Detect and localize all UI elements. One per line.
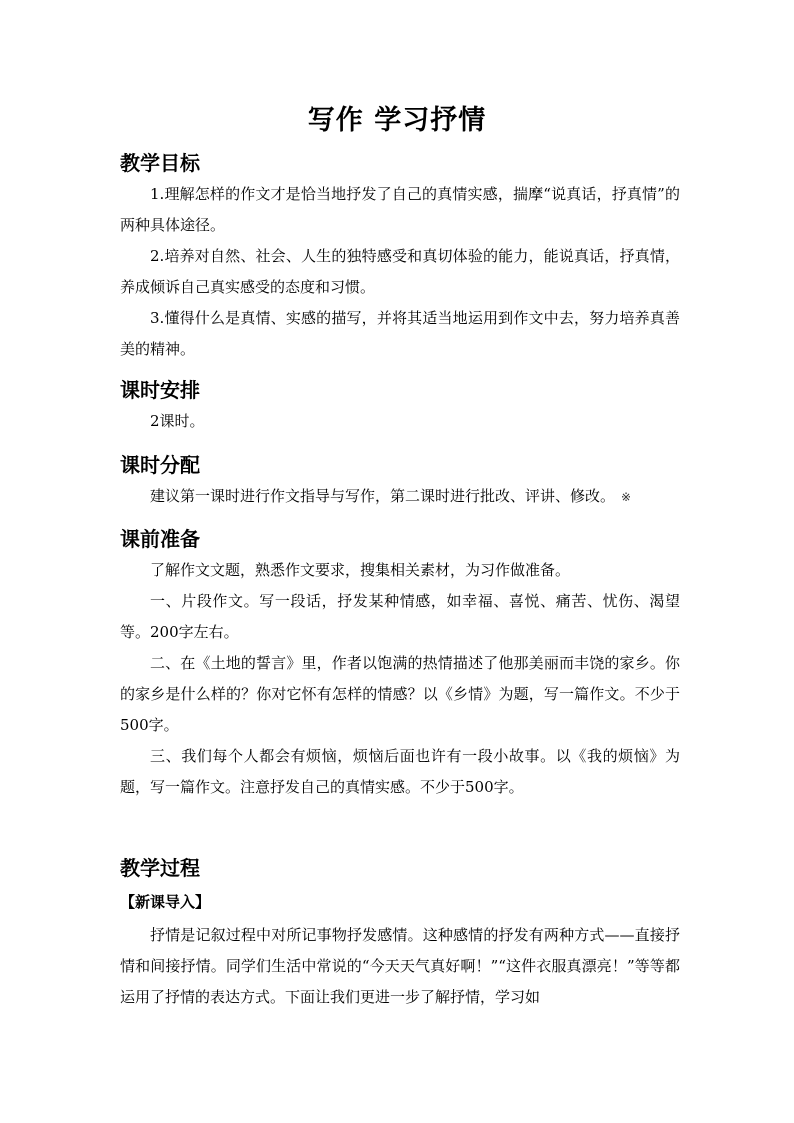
new-lesson-intro-heading: 【新课导入】 (120, 893, 211, 911)
goals-heading: 教学目标 (120, 151, 200, 175)
prep-intro: 了解作文文题，熟悉作文要求，搜集相关素材，为习作做准备。 (150, 561, 571, 579)
prep-item-2: 二、在《土地的誓言》里，作者以饱满的热情描述了他那美丽而丰饶的家乡。你的家乡是什么样的？你对它怀有怎样的情感？以《乡情》为题，写一篇作文。不少于500字。 (120, 654, 680, 734)
prep-heading: 课前准备 (120, 527, 200, 551)
goal-item-1: 1.理解怎样的作文才是恰当地抒发了自己的真情实感，揣摩“说真话，抒真情”的两种具体途径。 (120, 185, 680, 234)
allocation-text: 建议第一课时进行作文指导与写作，第二课时进行批改、评讲、修改。 (150, 487, 616, 505)
document-title: 写作 学习抒情 (307, 105, 487, 136)
schedule-heading: 课时安排 (120, 378, 200, 402)
process-text: 抒情是记叙过程中对所记事物抒发感情。这种感情的抒发有两种方式——直接抒情和间接抒情。同学们生活中常说的“今天天气真好啊！”“这件衣服真漂亮！”等等都运用了抒情的表达方式。下面让我们更进一步了解抒情，学习如 (120, 926, 680, 1006)
watermark-mark: ※ (621, 490, 632, 504)
goal-item-3: 3.懂得什么是真情、实感的描写，并将其适当地运用到作文中去，努力培养真善美的精神。 (120, 309, 680, 358)
goal-item-2: 2.培养对自然、社会、人生的独特感受和真切体验的能力，能说真话，抒真情，养成倾诉自己真实感受的态度和习惯。 (120, 247, 680, 296)
allocation-heading: 课时分配 (120, 453, 200, 477)
process-heading: 教学过程 (120, 856, 200, 880)
schedule-text: 2课时。 (150, 412, 205, 430)
prep-item-3: 三、我们每个人都会有烦恼，烦恼后面也许有一段小故事。以《我的烦恼》为题，写一篇作文。注意抒发自己的真情实感。不少于500字。 (120, 747, 680, 796)
allocation-paragraph (120, 481, 680, 513)
prep-item-1: 一、片段作文。写一段话，抒发某种情感，如幸福、喜悦、痛苦、忧伤、渴望等。200字左右。 (120, 592, 680, 641)
